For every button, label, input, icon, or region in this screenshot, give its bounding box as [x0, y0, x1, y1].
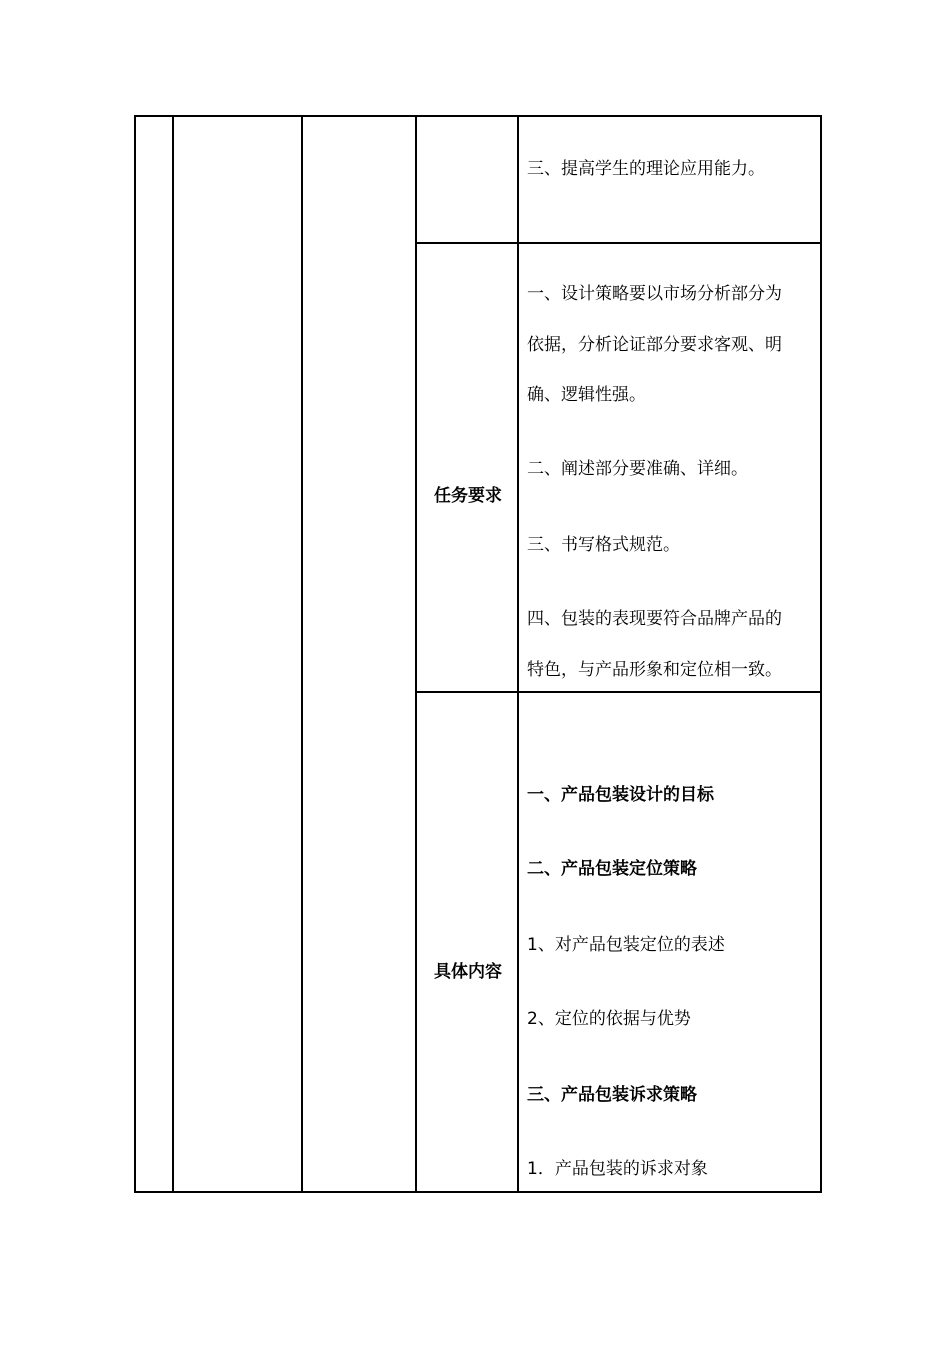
column-divider-2	[301, 117, 303, 1191]
row2-text-line: 三、书写格式规范。	[527, 535, 680, 555]
row1-text-line: 三、提高学生的理论应用能力。	[527, 159, 765, 179]
row2-text-line: 四、包装的表现要符合品牌产品的	[527, 609, 782, 629]
specific-content-label: 具体内容	[434, 962, 502, 982]
row-divider-1	[415, 242, 820, 244]
row2-text-line: 一、设计策略要以市场分析部分为	[527, 284, 782, 304]
row3-heading-line: 二、产品包装定位策略	[527, 859, 697, 879]
row2-text-line: 确、逻辑性强。	[527, 385, 646, 405]
column-divider-1	[172, 117, 174, 1191]
row3-text-line: 1、对产品包装定位的表述	[527, 935, 725, 955]
row2-text-line: 二、阐述部分要准确、详细。	[527, 459, 748, 479]
row2-text-line: 特色，与产品形象和定位相一致。	[527, 660, 782, 680]
column-divider-3	[415, 117, 417, 1191]
row3-heading-line: 一、产品包装设计的目标	[527, 785, 714, 805]
task-requirements-label: 任务要求	[434, 486, 502, 506]
row3-heading-line: 三、产品包装诉求策略	[527, 1085, 697, 1105]
column-divider-4	[517, 117, 519, 1191]
row3-text-line: 1．产品包装的诉求对象	[527, 1159, 708, 1179]
row2-text-line: 依据，分析论证部分要求客观、明	[527, 335, 782, 355]
plan-table	[134, 115, 822, 1193]
row3-text-line: 2、定位的依据与优势	[527, 1009, 691, 1029]
row-divider-2	[415, 691, 820, 693]
